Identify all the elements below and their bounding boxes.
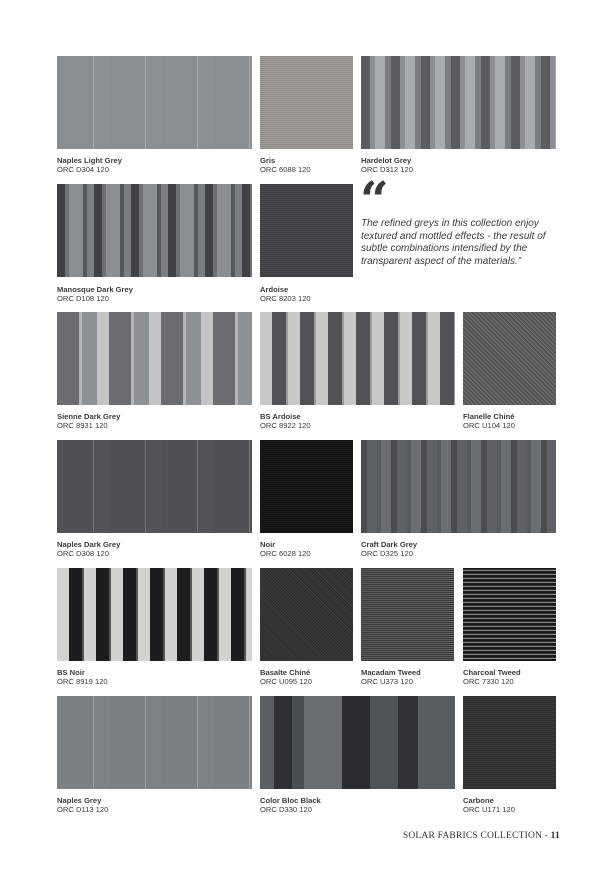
swatch-color-bloc-black — [260, 696, 455, 789]
swatch-naples-dark-grey — [57, 440, 252, 533]
label-gris: Gris ORC 6088 120 — [260, 156, 311, 174]
swatch-charcoal-tweed — [463, 568, 556, 661]
swatch-naples-grey — [57, 696, 252, 789]
swatch-flanelle-chine — [463, 312, 556, 405]
quote-mark: “ — [360, 170, 389, 229]
label-naples-grey: Naples Grey ORC D113 120 — [57, 796, 109, 814]
swatch-naples-light-grey — [57, 56, 252, 149]
label-hardelot-grey: Hardelot Grey ORC D312 120 — [361, 156, 413, 174]
swatch-craft-dark-grey — [361, 440, 556, 533]
footer-title: SOLAR FABRICS COLLECTION — [402, 831, 543, 841]
label-naples-light-grey: Naples Light Grey ORC D304 120 — [57, 156, 122, 174]
swatch-sienne-dark-grey — [57, 312, 252, 405]
page-footer — [403, 831, 560, 841]
label-manosque-dark-grey: Manosque Dark Grey ORC D108 120 — [57, 285, 133, 303]
swatch-bs-ardoise — [260, 312, 455, 405]
label-macadam-tweed: Macadam Tweed ORC U373 120 — [361, 668, 421, 686]
label-craft-dark-grey: Craft Dark Grey ORC D325 120 — [361, 540, 418, 558]
swatch-hardelot-grey — [361, 56, 556, 149]
footer-separator: - — [542, 831, 551, 841]
swatch-macadam-tweed — [361, 568, 454, 661]
label-sienne-dark-grey: Sienne Dark Grey ORC 8931 120 — [57, 412, 121, 430]
label-ardoise: Ardoise ORC 8203 120 — [260, 285, 311, 303]
swatch-manosque-dark-grey — [57, 184, 252, 277]
label-noir: Noir ORC 6028 120 — [260, 540, 311, 558]
swatch-ardoise — [260, 184, 353, 277]
label-basalte-chine: Basalte Chiné ORC U095 120 — [260, 668, 312, 686]
label-naples-dark-grey: Naples Dark Grey ORC D308 120 — [57, 540, 121, 558]
swatch-gris — [260, 56, 353, 149]
label-flanelle-chine: Flanelle Chiné ORC U104 120 — [463, 412, 515, 430]
label-bs-noir: BS Noir ORC 8919 120 — [57, 668, 108, 686]
label-color-bloc-black: Color Bloc Black ORC D330 120 — [260, 796, 321, 814]
label-carbone: Carbone ORC U171 120 — [463, 796, 515, 814]
collection-quote: The refined greys in this collection enjoy textured and mottled effects - the result of subtle combinations intensified by the transparent aspect of the materials.” — [361, 218, 546, 267]
swatch-noir — [260, 440, 353, 533]
label-bs-ardoise: BS Ardoise ORC 8922 120 — [260, 412, 311, 430]
swatch-bs-noir — [57, 568, 252, 661]
page-number: 11 — [550, 831, 560, 841]
label-charcoal-tweed: Charcoal Tweed ORC 7330 120 — [463, 668, 521, 686]
swatch-carbone — [463, 696, 556, 789]
swatch-basalte-chine — [260, 568, 353, 661]
